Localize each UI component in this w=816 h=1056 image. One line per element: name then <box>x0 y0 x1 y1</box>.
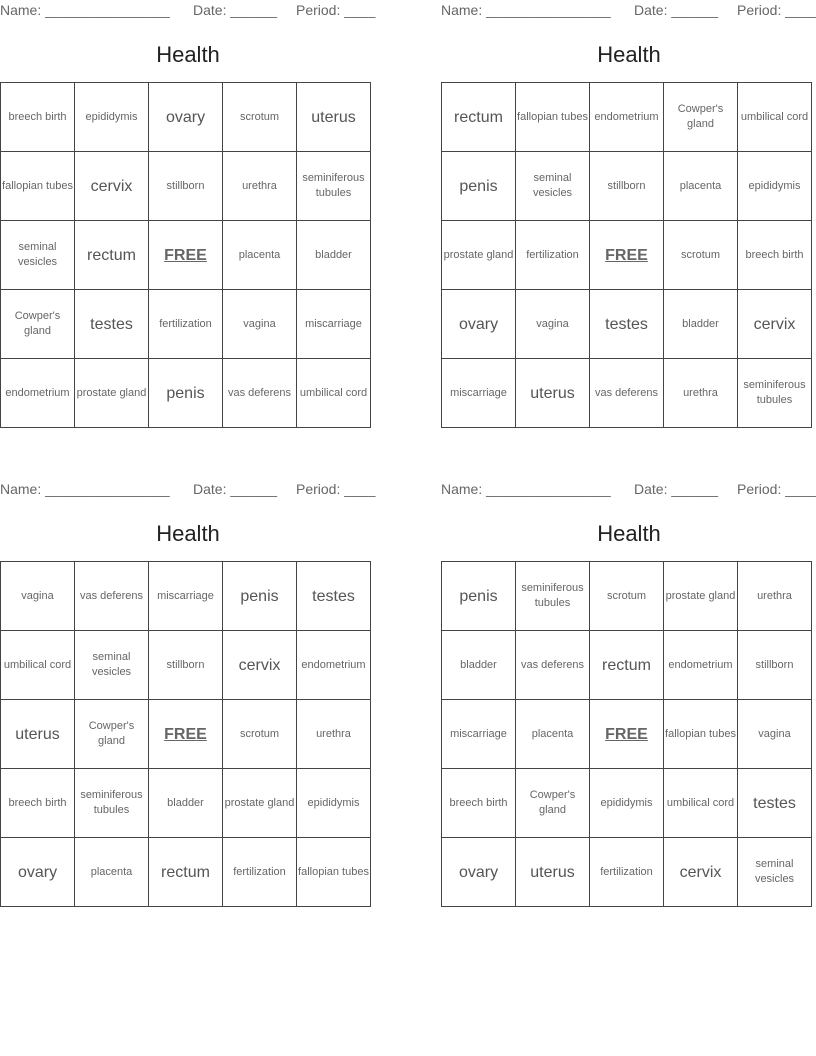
bingo-cell: Cowper's gland <box>1 290 75 359</box>
bingo-grid <box>0 561 371 907</box>
bingo-cell: bladder <box>297 221 371 290</box>
bingo-cell: penis <box>149 359 223 428</box>
card-header <box>441 2 816 20</box>
bingo-cell: umbilical cord <box>1 631 75 700</box>
bingo-cell: vas deferens <box>590 359 664 428</box>
bingo-cell: urethra <box>223 152 297 221</box>
card-header <box>0 2 376 20</box>
bingo-cell: seminal vesicles <box>1 221 75 290</box>
bingo-cell: breech birth <box>442 769 516 838</box>
period-field: Period: ____ <box>296 2 376 18</box>
bingo-cell: fallopian tubes <box>1 152 75 221</box>
bingo-cell: urethra <box>664 359 738 428</box>
bingo-cell: ovary <box>1 838 75 907</box>
bingo-cell: vas deferens <box>75 562 149 631</box>
bingo-cell: cervix <box>223 631 297 700</box>
bingo-cell: cervix <box>738 290 812 359</box>
bingo-grid <box>0 82 371 428</box>
bingo-cell: ovary <box>149 83 223 152</box>
name-field: Name: ________________ <box>0 2 170 18</box>
bingo-cell: endometrium <box>664 631 738 700</box>
bingo-cell: breech birth <box>1 83 75 152</box>
bingo-cell: umbilical cord <box>664 769 738 838</box>
bingo-cell: Cowper's gland <box>516 769 590 838</box>
bingo-cell: vagina <box>223 290 297 359</box>
bingo-cell: epididymis <box>297 769 371 838</box>
bingo-cell: stillborn <box>149 152 223 221</box>
card-title: Health <box>156 521 220 546</box>
card-title: Health <box>597 42 661 67</box>
bingo-cell: urethra <box>297 700 371 769</box>
bingo-cell: umbilical cord <box>738 83 812 152</box>
free-space: FREE <box>149 700 223 769</box>
bingo-grid <box>441 561 812 907</box>
period-field: Period: ____ <box>737 2 816 18</box>
bingo-cell: penis <box>442 152 516 221</box>
date-field: Date: ______ <box>193 481 278 497</box>
free-space: FREE <box>149 221 223 290</box>
name-field: Name: ________________ <box>441 481 611 497</box>
card-header <box>0 481 376 499</box>
bingo-cell: testes <box>738 769 812 838</box>
free-space: FREE <box>590 700 664 769</box>
date-field: Date: ______ <box>634 2 719 18</box>
bingo-cell: fallopian tubes <box>664 700 738 769</box>
bingo-cell: stillborn <box>590 152 664 221</box>
bingo-cell: penis <box>223 562 297 631</box>
bingo-cell: miscarriage <box>297 290 371 359</box>
free-space: FREE <box>590 221 664 290</box>
bingo-cell: scrotum <box>223 83 297 152</box>
bingo-cell: urethra <box>738 562 812 631</box>
bingo-cell: scrotum <box>223 700 297 769</box>
bingo-cell: placenta <box>223 221 297 290</box>
bingo-cell: vagina <box>738 700 812 769</box>
bingo-cell: breech birth <box>738 221 812 290</box>
bingo-cell: Cowper's gland <box>75 700 149 769</box>
card-header <box>441 481 816 499</box>
bingo-cell: ovary <box>442 290 516 359</box>
bingo-cell: Cowper's gland <box>664 83 738 152</box>
bingo-cell: uterus <box>516 838 590 907</box>
bingo-cell: cervix <box>75 152 149 221</box>
bingo-cell: prostate gland <box>442 221 516 290</box>
bingo-cell: miscarriage <box>442 700 516 769</box>
bingo-cell: miscarriage <box>149 562 223 631</box>
bingo-cell: vagina <box>1 562 75 631</box>
bingo-cell: rectum <box>442 83 516 152</box>
bingo-grid <box>441 82 812 428</box>
bingo-cell: prostate gland <box>223 769 297 838</box>
bingo-cell: cervix <box>664 838 738 907</box>
bingo-cell: fertilization <box>516 221 590 290</box>
period-field: Period: ____ <box>296 481 376 497</box>
bingo-cell: prostate gland <box>664 562 738 631</box>
bingo-cell: placenta <box>75 838 149 907</box>
bingo-cell: endometrium <box>590 83 664 152</box>
bingo-cell: placenta <box>516 700 590 769</box>
bingo-cell: fertilization <box>590 838 664 907</box>
bingo-cell: breech birth <box>1 769 75 838</box>
bingo-cell: bladder <box>442 631 516 700</box>
date-field: Date: ______ <box>193 2 278 18</box>
bingo-cell: scrotum <box>664 221 738 290</box>
bingo-cell: vagina <box>516 290 590 359</box>
bingo-cell: vas deferens <box>516 631 590 700</box>
bingo-cell: testes <box>590 290 664 359</box>
bingo-cell: epididymis <box>75 83 149 152</box>
card-title: Health <box>156 42 220 67</box>
period-field: Period: ____ <box>737 481 816 497</box>
bingo-cell: testes <box>75 290 149 359</box>
bingo-cell: fallopian tubes <box>297 838 371 907</box>
bingo-cell: seminal vesicles <box>516 152 590 221</box>
bingo-cell: bladder <box>149 769 223 838</box>
bingo-cell: uterus <box>1 700 75 769</box>
bingo-cell: fertilization <box>223 838 297 907</box>
bingo-cell: prostate gland <box>75 359 149 428</box>
bingo-cell: scrotum <box>590 562 664 631</box>
bingo-cell: fallopian tubes <box>516 83 590 152</box>
bingo-cell: vas deferens <box>223 359 297 428</box>
bingo-cell: placenta <box>664 152 738 221</box>
name-field: Name: ________________ <box>441 2 611 18</box>
bingo-cell: uterus <box>297 83 371 152</box>
bingo-cell: stillborn <box>738 631 812 700</box>
bingo-cell: stillborn <box>149 631 223 700</box>
bingo-cell: seminal vesicles <box>738 838 812 907</box>
bingo-cell: rectum <box>75 221 149 290</box>
bingo-cell: rectum <box>590 631 664 700</box>
bingo-cell: epididymis <box>590 769 664 838</box>
bingo-cell: endometrium <box>297 631 371 700</box>
bingo-cell: testes <box>297 562 371 631</box>
bingo-cell: rectum <box>149 838 223 907</box>
date-field: Date: ______ <box>634 481 719 497</box>
bingo-cell: uterus <box>516 359 590 428</box>
bingo-cell: umbilical cord <box>297 359 371 428</box>
bingo-cell: seminiferous tubules <box>516 562 590 631</box>
bingo-cell: miscarriage <box>442 359 516 428</box>
bingo-cell: seminal vesicles <box>75 631 149 700</box>
bingo-cell: seminiferous tubules <box>297 152 371 221</box>
name-field: Name: ________________ <box>0 481 170 497</box>
bingo-cell: epididymis <box>738 152 812 221</box>
bingo-cell: seminiferous tubules <box>75 769 149 838</box>
bingo-cell: fertilization <box>149 290 223 359</box>
bingo-cell: penis <box>442 562 516 631</box>
bingo-cell: bladder <box>664 290 738 359</box>
bingo-cell: ovary <box>442 838 516 907</box>
card-title: Health <box>597 521 661 546</box>
bingo-cell: seminiferous tubules <box>738 359 812 428</box>
bingo-cell: endometrium <box>1 359 75 428</box>
